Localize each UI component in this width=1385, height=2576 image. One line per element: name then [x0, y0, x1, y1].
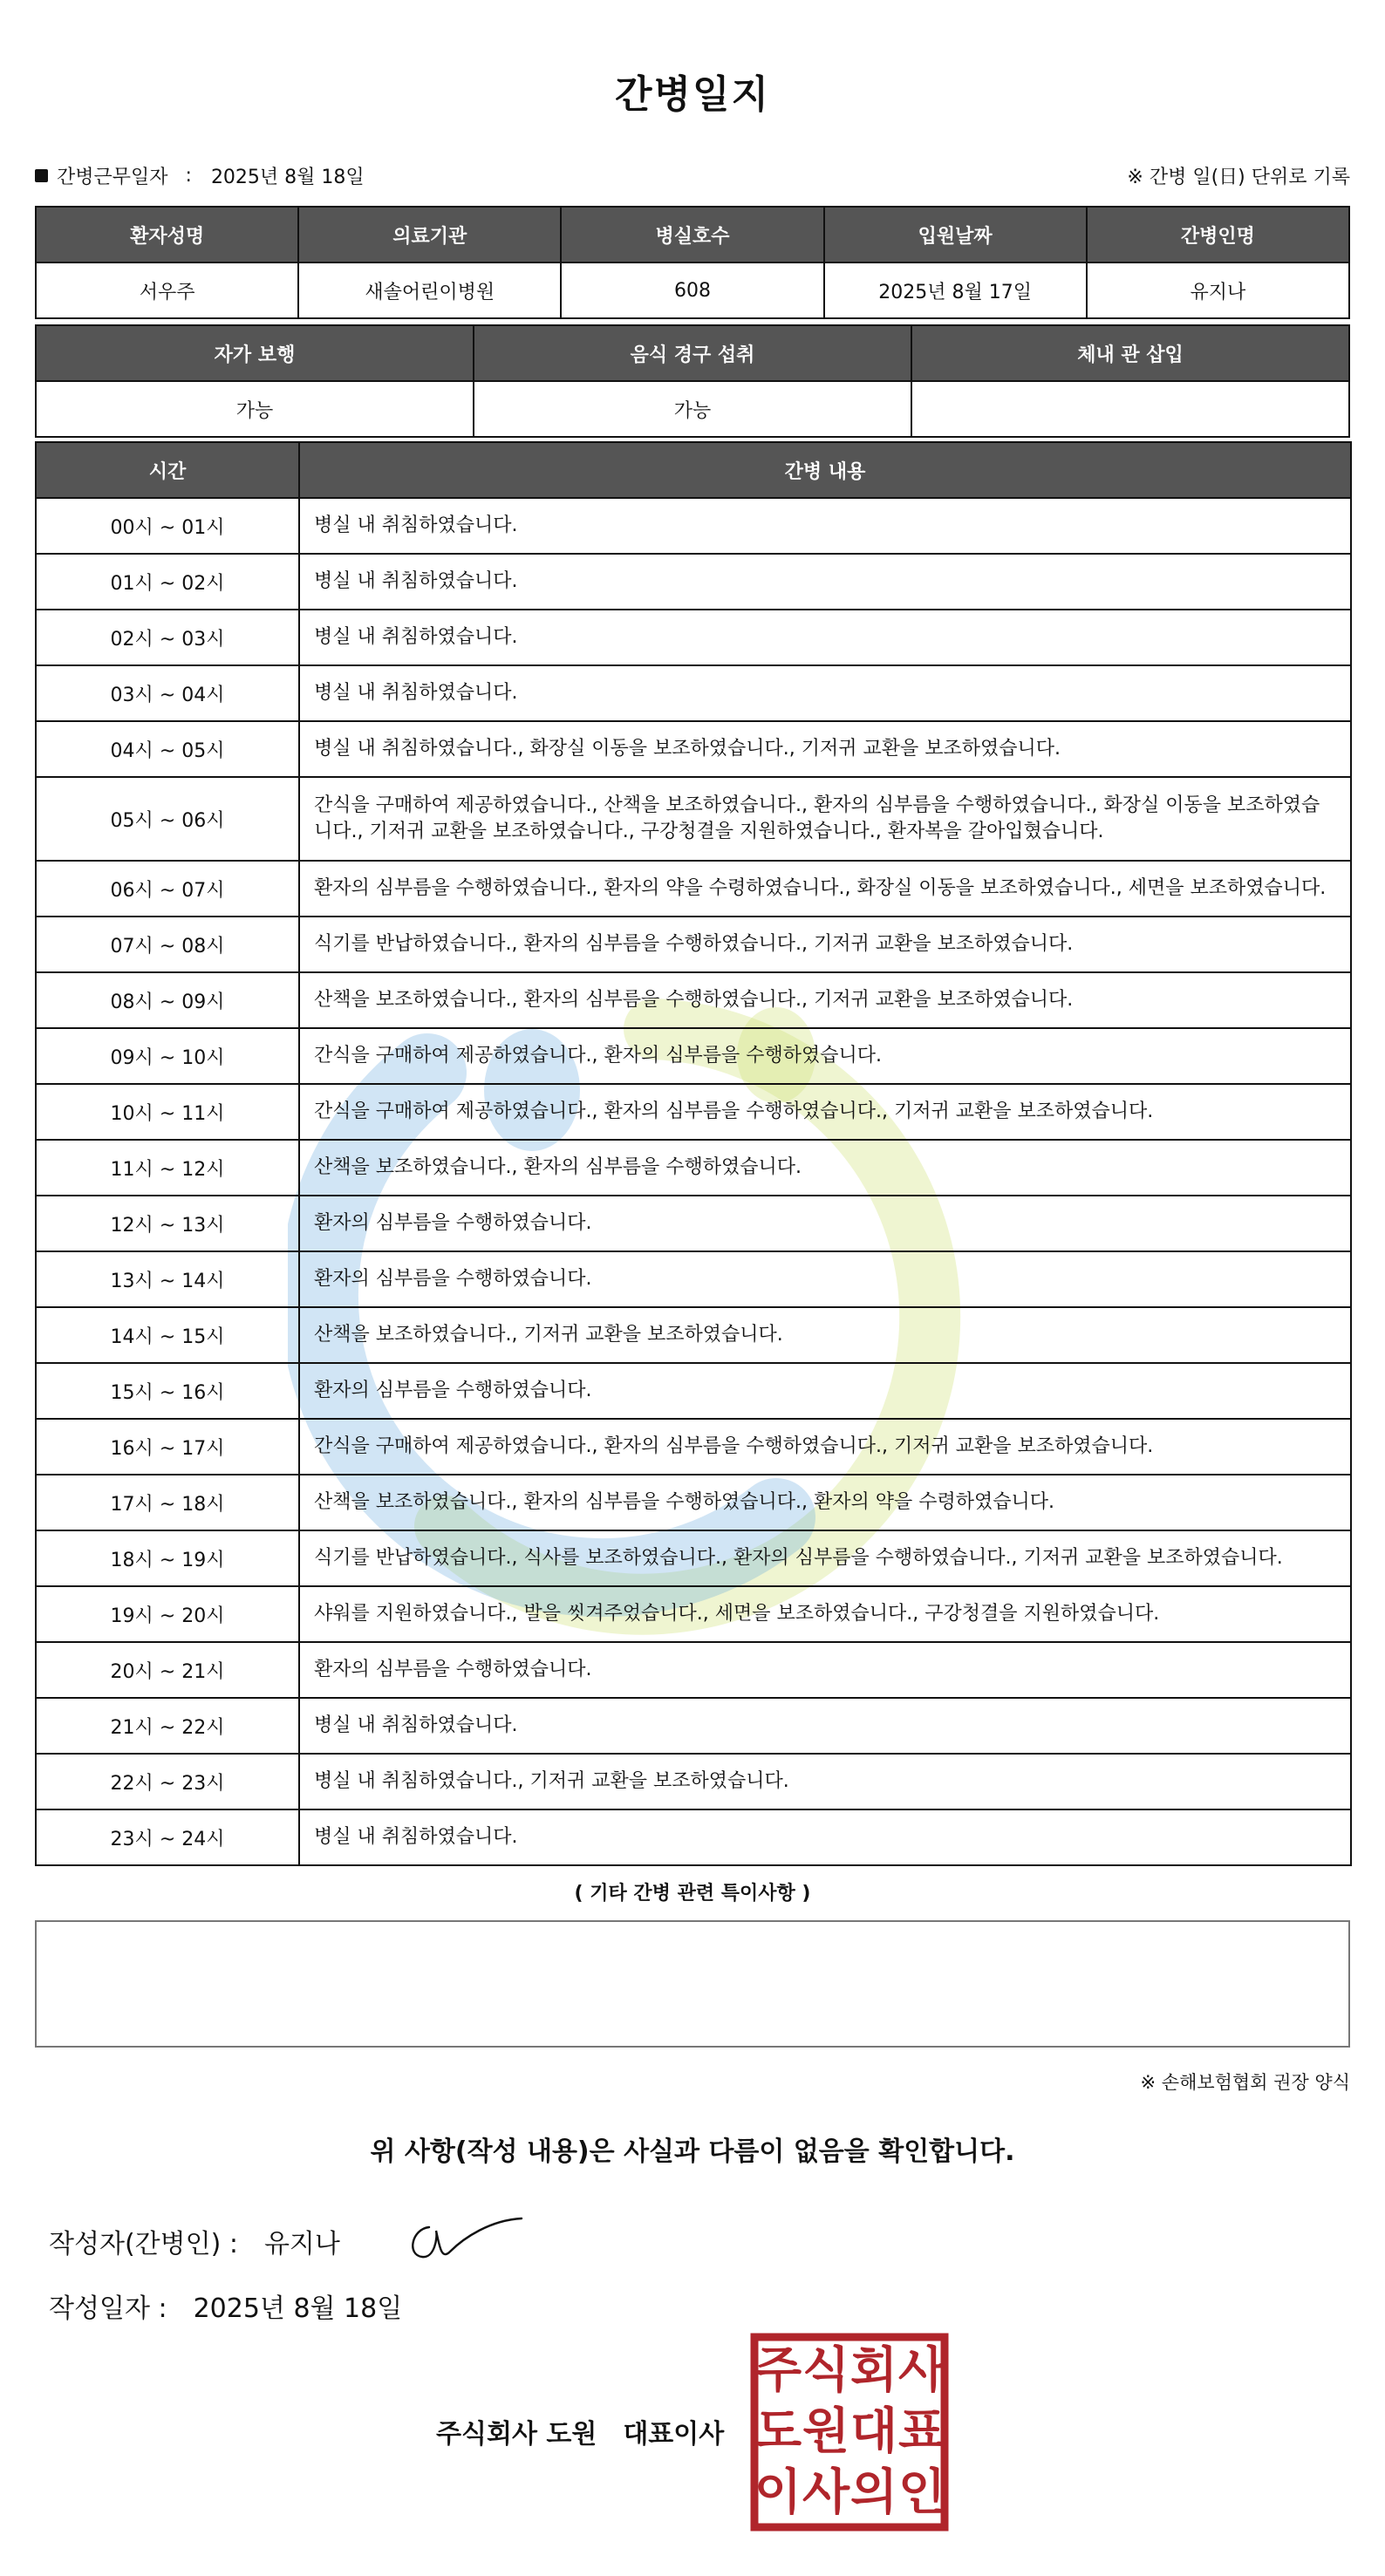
patient-name: 서우주: [36, 262, 298, 318]
confirmation-statement: 위 사항(작성 내용)은 사실과 다름이 없음을 확인합니다.: [370, 2136, 1015, 2167]
info-header: 환자성명: [36, 207, 298, 262]
table-row: [36, 777, 1351, 861]
content-cell: 산책을 보조하였습니다., 환자의 심부름을 수행하였습니다., 기저귀 교환을 보조하였습니다.: [299, 972, 1351, 1028]
content-header: 간병 내용: [299, 442, 1351, 498]
time-cell: 13시 ~ 14시: [36, 1251, 299, 1307]
writer-label: 작성자(간병인) :: [49, 2229, 238, 2259]
table-row: [36, 1419, 1351, 1475]
seal-character: 이: [754, 2464, 802, 2521]
content-cell: 간식을 구매하여 제공하였습니다., 산책을 보조하였습니다., 환자의 심부름을 수행하였습니다., 화장실 이동을 보조하였습니다., 기저귀 교환을 보조하였습니다., 구강청결을 지원하였습니다., 환자복을 갈아입혔습니다.: [299, 777, 1351, 861]
content-cell: 환자의 심부름을 수행하였습니다.: [299, 1251, 1351, 1307]
table-row: [36, 1196, 1351, 1251]
time-cell: 03시 ~ 04시: [36, 665, 299, 721]
notes-box: [35, 1920, 1350, 2048]
table-row: [36, 1475, 1351, 1530]
table-row: [36, 1754, 1351, 1809]
table-row: [36, 610, 1351, 665]
seal-character: 사: [897, 2342, 946, 2399]
patient-ability-table: [35, 324, 1350, 438]
seal-character: 대: [849, 2403, 898, 2460]
time-cell: 14시 ~ 15시: [36, 1307, 299, 1363]
content-cell: 환자의 심부름을 수행하였습니다.: [299, 1196, 1351, 1251]
seal-character: 의: [849, 2464, 898, 2521]
seal-character: 식: [802, 2342, 850, 2399]
time-cell: 19시 ~ 20시: [36, 1586, 299, 1642]
content-cell: 산책을 보조하였습니다., 환자의 심부름을 수행하였습니다., 환자의 약을 수령하였습니다.: [299, 1475, 1351, 1530]
time-cell: 20시 ~ 21시: [36, 1642, 299, 1698]
table-row: [36, 1307, 1351, 1363]
content-cell: 병실 내 취침하였습니다.: [299, 498, 1351, 554]
time-cell: 10시 ~ 11시: [36, 1084, 299, 1140]
signature-image: [403, 2211, 525, 2264]
page-title: 간병일지: [614, 72, 770, 117]
time-cell: 04시 ~ 05시: [36, 721, 299, 777]
ability-header: 자가 보행: [36, 325, 474, 381]
table-row: [36, 1363, 1351, 1419]
written-date-row: [49, 2286, 402, 2325]
seal-character: 도: [754, 2403, 802, 2460]
time-cell: 17시 ~ 18시: [36, 1475, 299, 1530]
info-header: 입원날짜: [824, 207, 1087, 262]
notes-title: ( 기타 간병 관련 특이사항 ): [574, 1883, 811, 1905]
seal-character: 표: [897, 2403, 946, 2460]
work-date-row: [35, 162, 1350, 194]
time-cell: 06시 ~ 07시: [36, 861, 299, 917]
table-row: [36, 1251, 1351, 1307]
time-cell: 21시 ~ 22시: [36, 1698, 299, 1754]
table-row: [36, 1642, 1351, 1698]
company-row: [436, 2412, 724, 2450]
square-bullet-icon: [35, 169, 48, 182]
admission-date: 2025년 8월 17일: [824, 262, 1087, 318]
content-cell: 샤워를 지원하였습니다., 발을 씻겨주었습니다., 세면을 보조하였습니다., 구강청결을 지원하였습니다.: [299, 1586, 1351, 1642]
table-row: [36, 1530, 1351, 1586]
time-cell: 07시 ~ 08시: [36, 917, 299, 972]
work-date-label: 간병근무일자: [57, 167, 168, 188]
time-cell: 16시 ~ 17시: [36, 1419, 299, 1475]
caregiver-name: 유지나: [1087, 262, 1349, 318]
table-row: [36, 917, 1351, 972]
hospital-name: 새솔어린이병원: [298, 262, 561, 318]
seal-character: 회: [849, 2342, 898, 2399]
time-cell: 08시 ~ 09시: [36, 972, 299, 1028]
writer-row: [49, 2222, 340, 2260]
content-cell: 병실 내 취침하였습니다.: [299, 1698, 1351, 1754]
table-row: [36, 1140, 1351, 1196]
content-cell: 병실 내 취침하였습니다.: [299, 554, 1351, 610]
table-row: [36, 1028, 1351, 1084]
company-representative: 대표이사: [623, 2419, 725, 2450]
writer-name: 유지나: [263, 2229, 340, 2259]
content-cell: 산책을 보조하였습니다., 기저귀 교환을 보조하였습니다.: [299, 1307, 1351, 1363]
content-cell: 병실 내 취침하였습니다.: [299, 1809, 1351, 1865]
table-row: [36, 1698, 1351, 1754]
tube-insertion-value: [911, 381, 1349, 437]
written-date-label: 작성일자 :: [49, 2293, 167, 2324]
daily-record-note: ※ 간병 일(日) 단위로 기록: [1127, 167, 1350, 188]
content-cell: 환자의 심부름을 수행하였습니다.: [299, 1642, 1351, 1698]
table-row: [36, 1084, 1351, 1140]
time-cell: 22시 ~ 23시: [36, 1754, 299, 1809]
self-walking-value: 가능: [36, 381, 474, 437]
content-cell: 간식을 구매하여 제공하였습니다., 환자의 심부름을 수행하였습니다., 기저귀 교환을 보조하였습니다.: [299, 1084, 1351, 1140]
company-seal-stamp: [750, 2333, 949, 2532]
time-cell: 01시 ~ 02시: [36, 554, 299, 610]
ability-header: 체내 관 삽입: [911, 325, 1349, 381]
time-cell: 02시 ~ 03시: [36, 610, 299, 665]
table-row: [36, 665, 1351, 721]
seal-character: 사: [802, 2464, 850, 2521]
info-header: 병실호수: [561, 207, 823, 262]
company-name: 주식회사 도원: [436, 2419, 597, 2450]
oral-intake-value: 가능: [474, 381, 911, 437]
content-cell: 간식을 구매하여 제공하였습니다., 환자의 심부름을 수행하였습니다.: [299, 1028, 1351, 1084]
ability-header: 음식 경구 섭취: [474, 325, 911, 381]
room-number: 608: [561, 262, 823, 318]
content-cell: 식기를 반납하였습니다., 식사를 보조하였습니다., 환자의 심부름을 수행하였습니다., 기저귀 교환을 보조하였습니다.: [299, 1530, 1351, 1586]
content-cell: 병실 내 취침하였습니다.: [299, 610, 1351, 665]
patient-info-table: [35, 206, 1350, 319]
written-date-value: 2025년 8월 18일: [193, 2293, 403, 2324]
table-row: [36, 498, 1351, 554]
time-cell: 05시 ~ 06시: [36, 777, 299, 861]
table-row: [36, 1586, 1351, 1642]
content-cell: 간식을 구매하여 제공하였습니다., 환자의 심부름을 수행하였습니다., 기저귀 교환을 보조하였습니다.: [299, 1419, 1351, 1475]
time-cell: 15시 ~ 16시: [36, 1363, 299, 1419]
content-cell: 환자의 심부름을 수행하였습니다.: [299, 1363, 1351, 1419]
work-date-value: 2025년 8월 18일: [210, 167, 365, 188]
time-header: 시간: [36, 442, 299, 498]
info-header: 의료기관: [298, 207, 561, 262]
seal-character: 주: [754, 2342, 802, 2399]
content-cell: 환자의 심부름을 수행하였습니다., 환자의 약을 수령하였습니다., 화장실 이동을 보조하였습니다., 세면을 보조하였습니다.: [299, 861, 1351, 917]
table-row: [36, 861, 1351, 917]
care-log-rows: [36, 498, 1351, 1865]
time-cell: 00시 ~ 01시: [36, 498, 299, 554]
seal-character: 인: [897, 2464, 946, 2521]
seal-character: 원: [802, 2403, 850, 2460]
content-cell: 병실 내 취침하였습니다.: [299, 665, 1351, 721]
time-cell: 11시 ~ 12시: [36, 1140, 299, 1196]
content-cell: 병실 내 취침하였습니다., 기저귀 교환을 보조하였습니다.: [299, 1754, 1351, 1809]
time-cell: 23시 ~ 24시: [36, 1809, 299, 1865]
table-row: [36, 1809, 1351, 1865]
work-date-separator: :: [185, 165, 192, 187]
table-row: [36, 972, 1351, 1028]
care-log-table: [35, 441, 1352, 1866]
table-row: [36, 554, 1351, 610]
table-row: [36, 721, 1351, 777]
time-cell: 09시 ~ 10시: [36, 1028, 299, 1084]
time-cell: 12시 ~ 13시: [36, 1196, 299, 1251]
info-header: 간병인명: [1087, 207, 1349, 262]
time-cell: 18시 ~ 19시: [36, 1530, 299, 1586]
content-cell: 식기를 반납하였습니다., 환자의 심부름을 수행하였습니다., 기저귀 교환을 보조하였습니다.: [299, 917, 1351, 972]
form-footnote: ※ 손해보험협회 권장 양식: [1140, 2072, 1350, 2093]
content-cell: 산책을 보조하였습니다., 환자의 심부름을 수행하였습니다.: [299, 1140, 1351, 1196]
content-cell: 병실 내 취침하였습니다., 화장실 이동을 보조하였습니다., 기저귀 교환을 보조하였습니다.: [299, 721, 1351, 777]
